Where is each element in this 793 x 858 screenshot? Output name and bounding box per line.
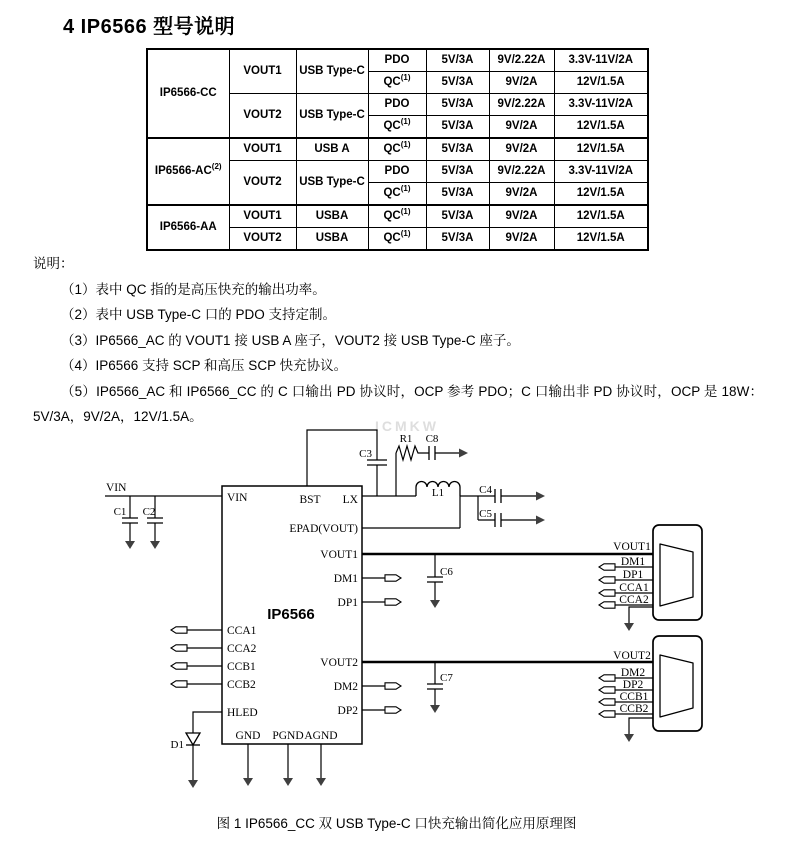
diode-d1	[186, 733, 200, 745]
pin-label-pgnd: PGND	[272, 730, 304, 742]
model-cell: IP6566-AC$^{(2)}$	[147, 138, 229, 205]
label-l1: L1	[431, 487, 445, 499]
protocol-cell: QC$^{(1)}$	[368, 72, 426, 94]
port-cell: VOUT2	[229, 94, 296, 139]
connector-cell: USB Type-C	[296, 49, 368, 94]
conn1-label-cca2: CCA2	[619, 594, 649, 606]
conn1-label-vout1: VOUT1	[613, 541, 651, 553]
port-cell: VOUT1	[229, 138, 296, 161]
note-item: （2）表中 USB Type-C 口的 PDO 支持定制。	[61, 307, 337, 322]
protocol-cell: PDO	[368, 94, 426, 116]
value-cell: 12V/1.5A	[554, 205, 648, 228]
pin-label-dm1: DM1	[333, 573, 358, 585]
chip-ip6566	[222, 486, 362, 744]
usb-connector-1	[613, 525, 702, 620]
value-cell: 5V/3A	[426, 228, 489, 251]
value-cell: 9V/2A	[489, 228, 554, 251]
value-cell: 9V/2A	[489, 72, 554, 94]
value-cell: 12V/1.5A	[554, 228, 648, 251]
value-cell: 9V/2.22A	[489, 94, 554, 116]
protocol-cell: QC$^{(1)}$	[368, 116, 426, 139]
value-cell: 9V/2A	[489, 183, 554, 206]
label-c1: C1	[113, 506, 127, 518]
protocol-cell: QC$^{(1)}$	[368, 205, 426, 228]
connector-cell: USB A	[296, 138, 368, 161]
port-cell: VOUT1	[229, 205, 296, 228]
page-title: 4 IP6566 型号说明	[63, 16, 236, 38]
conn2-label-vout2: VOUT2	[613, 650, 651, 662]
value-cell: 12V/1.5A	[554, 183, 648, 206]
model-cell: IP6566-AA	[147, 205, 229, 250]
connector-cell: USB Type-C	[296, 94, 368, 139]
model-cell: IP6566-CC	[147, 49, 229, 138]
label-c5: C5	[479, 508, 492, 520]
notes-heading: 说明：	[33, 256, 74, 271]
pin-label-vin: VIN	[227, 492, 248, 504]
note-item: （3）IP6566_AC 的 VOUT1 接 USB A 座子，VOUT2 接 USB Type-C 座子。	[61, 332, 520, 348]
pin-label-ccb1: CCB1	[227, 661, 256, 673]
label-c8: C8	[425, 433, 439, 445]
value-cell: 5V/3A	[426, 138, 489, 161]
pin-label-dm2: DM2	[333, 681, 358, 693]
pin-label-dp1: DP1	[337, 597, 358, 609]
port-cell: VOUT2	[229, 228, 296, 251]
value-cell: 9V/2A	[489, 138, 554, 161]
label-c7: C7	[440, 672, 453, 684]
usb-connector-2	[613, 636, 702, 731]
value-cell: 5V/3A	[426, 205, 489, 228]
note-item: （5）IP6566_AC 和 IP6566_CC 的 C 口输出 PD 协议时，OCP 参考 PDO；C 口输出非 PD 协议时，OCP 是 18W：5V/3A，9V/2A，12V/1.5A。	[33, 383, 763, 424]
protocol-cell: QC$^{(1)}$	[368, 138, 426, 161]
pin-label-ccb2: CCB2	[227, 679, 256, 691]
value-cell: 9V/2.22A	[489, 161, 554, 183]
pad-symbols	[171, 564, 615, 717]
protocol-cell: PDO	[368, 49, 426, 72]
pin-label-cca1: CCA1	[227, 625, 257, 637]
port-cell: VOUT1	[229, 49, 296, 94]
protocol-cell: PDO	[368, 161, 426, 183]
conn1-label-cca1: CCA1	[619, 582, 649, 594]
value-cell: 3.3V-11V/2A	[554, 49, 648, 72]
value-cell: 9V/2A	[489, 205, 554, 228]
conn1-label-dp1: DP1	[622, 569, 644, 581]
pin-label-gnd: GND	[235, 730, 261, 742]
label-d1: D1	[170, 739, 184, 751]
pin-label-epad: EPAD(VOUT)	[289, 523, 358, 535]
label-r1: R1	[399, 433, 413, 445]
conn2-label-ccb2: CCB2	[619, 703, 649, 715]
conn2-label-ccb1: CCB1	[619, 691, 649, 703]
value-cell: 5V/3A	[426, 72, 489, 94]
value-cell: 12V/1.5A	[554, 116, 648, 139]
value-cell: 5V/3A	[426, 183, 489, 206]
pin-label-lx: LX	[342, 494, 358, 506]
pin-label-bst: BST	[299, 494, 321, 506]
pin-label-dp2: DP2	[337, 705, 358, 717]
value-cell: 9V/2.22A	[489, 49, 554, 72]
conn2-label-dp2: DP2	[622, 679, 644, 691]
label-c6: C6	[440, 566, 453, 578]
label-c2: C2	[142, 506, 156, 518]
value-cell: 9V/2A	[489, 116, 554, 139]
note-item: （4）IP6566 支持 SCP 和高压 SCP 快充协议。	[61, 358, 348, 373]
value-cell: 5V/3A	[426, 161, 489, 183]
value-cell: 5V/3A	[426, 116, 489, 139]
value-cell: 5V/3A	[426, 49, 489, 72]
schematic-wires	[105, 430, 653, 780]
connector-cell: USB Type-C	[296, 161, 368, 206]
watermark: ICMKW	[375, 418, 439, 434]
pin-label-agnd: AGND	[304, 730, 338, 742]
connector-cell: USBA	[296, 228, 368, 251]
label-c4: C4	[479, 484, 492, 496]
port-cell: VOUT2	[229, 161, 296, 206]
connector-cell: USBA	[296, 205, 368, 228]
note-item: （1）表中 QC 指的是高压快充的输出功率。	[61, 281, 326, 297]
value-cell: 5V/3A	[426, 94, 489, 116]
pin-label-cca2: CCA2	[227, 643, 257, 655]
value-cell: 12V/1.5A	[554, 138, 648, 161]
protocol-cell: QC$^{(1)}$	[368, 228, 426, 251]
value-cell: 3.3V-11V/2A	[554, 161, 648, 183]
pin-label-vout1: VOUT1	[320, 549, 358, 561]
figure-caption: 图 1 IP6566_CC 双 USB Type-C 口快充输出简化应用原理图	[216, 816, 577, 831]
protocol-cell: QC$^{(1)}$	[368, 183, 426, 206]
label-c3: C3	[359, 448, 372, 460]
pin-label-vout2: VOUT2	[320, 657, 358, 669]
value-cell: 12V/1.5A	[554, 72, 648, 94]
pin-label-hled: HLED	[227, 707, 258, 719]
terminal-arrows	[459, 449, 545, 525]
conn1-label-dm1: DM1	[620, 556, 646, 568]
chip-name-label: IP6566	[267, 606, 315, 623]
conn2-label-dm2: DM2	[620, 667, 646, 679]
value-cell: 3.3V-11V/2A	[554, 94, 648, 116]
net-label-vin: VIN	[106, 482, 127, 494]
